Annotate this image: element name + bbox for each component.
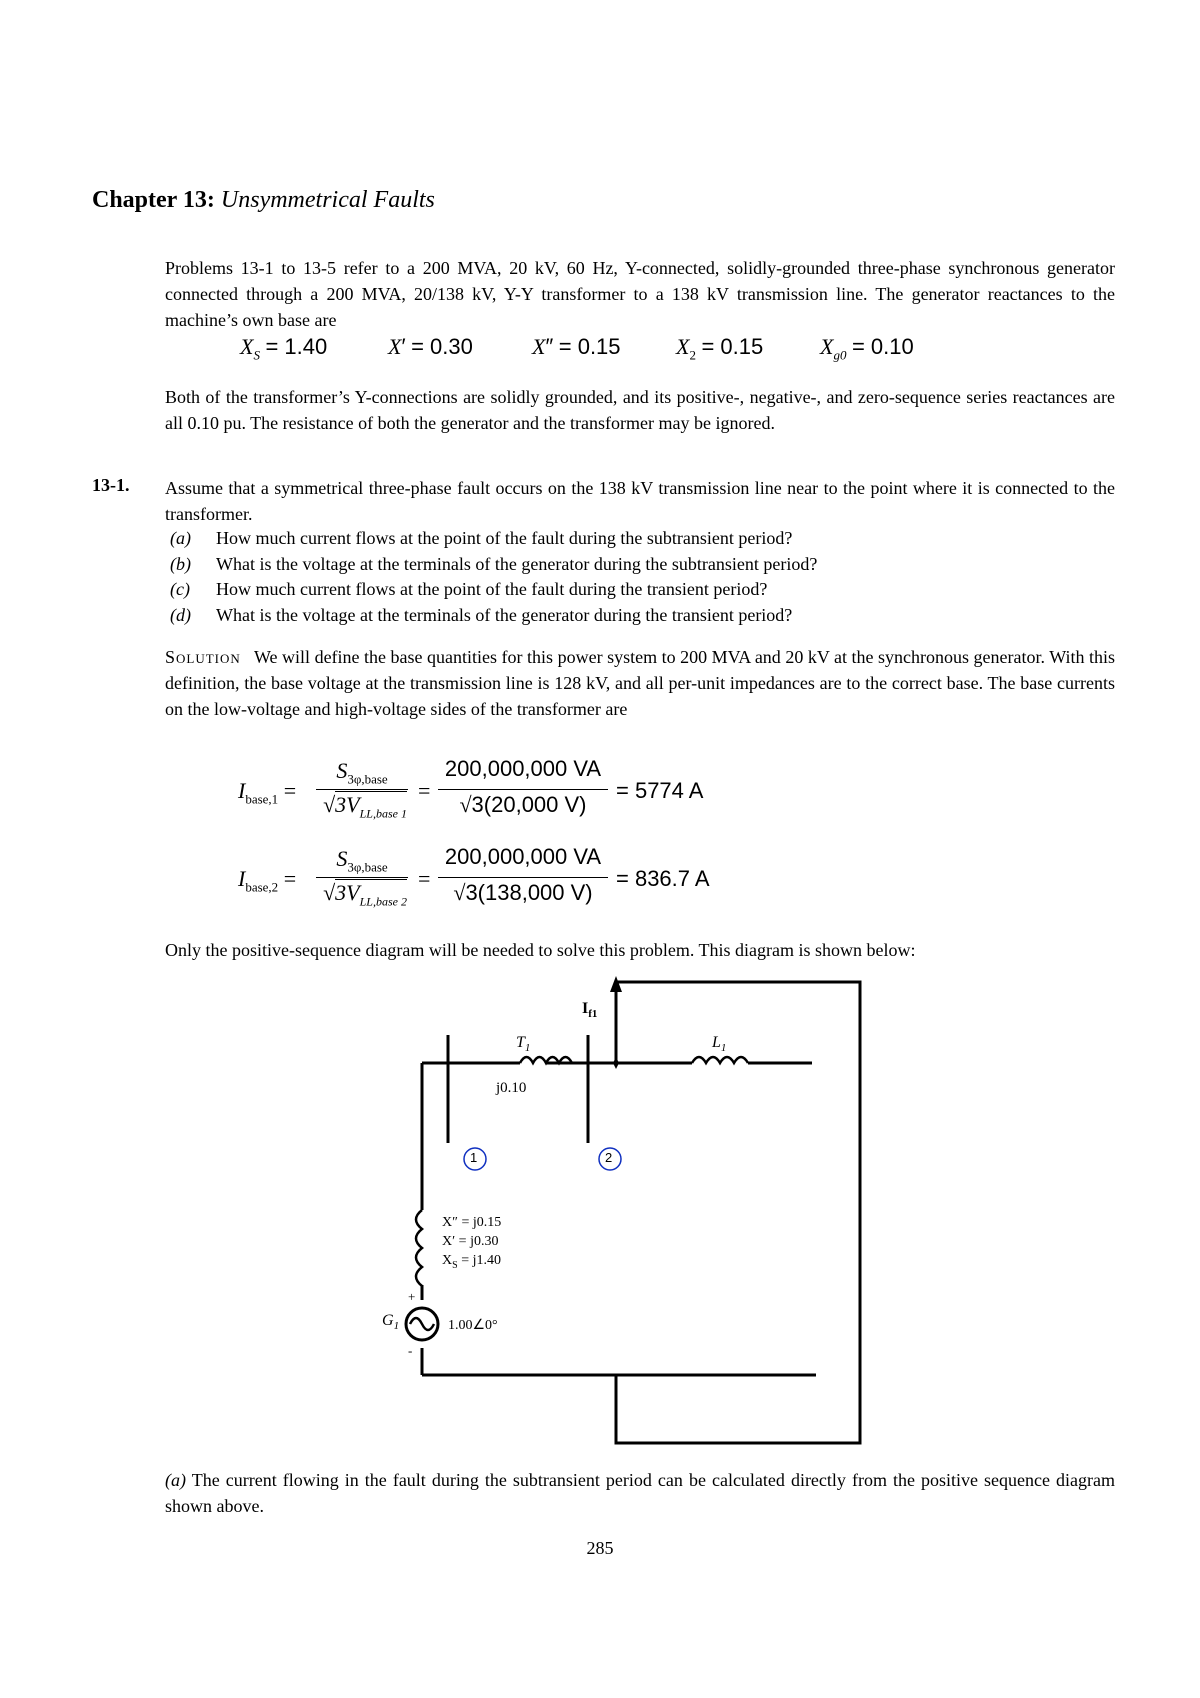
intro-paragraph-1: Problems 13-1 to 13-5 refer to a 200 MVA, 20 kV, 60 Hz, Y-connected, solidly-grounded three-phase synchronous generator connected through a 200 MVA, 20/138 kV, Y-Y transformer to a 138 kV transmission line. The generator reactances to the machine’s own base are xyxy=(165,258,1115,330)
generator-plus: + xyxy=(408,1289,416,1304)
generator-reactances xyxy=(442,1213,501,1275)
bus-2-label: 2 xyxy=(605,1150,613,1165)
reactance-x-prime: X′ = 0.30 xyxy=(388,334,473,359)
line-label: $L_1$ xyxy=(712,1034,727,1055)
page-number: 285 xyxy=(586,1538,614,1558)
fault-junction-icon xyxy=(613,1057,619,1069)
generator-voltage: 1.00∠0° xyxy=(448,1318,498,1333)
part-a-text: The current flowing in the fault during the subtransient period can be calculated directly from the positive sequence diagram shown above. xyxy=(165,1470,1115,1516)
gen-x-double-prime: X″ = j0.15 xyxy=(442,1215,502,1230)
transformer-label: $T_1$ xyxy=(516,1034,531,1055)
generator-minus: - xyxy=(408,1343,413,1358)
fault-current-arrowhead-icon xyxy=(610,976,622,992)
solution-text: We will define the base quantities for this power system to 200 MVA and 20 kV at the synchronous generator. With this definition, the base voltage at the transmission line is 128 kV, and all per-unit impedances are to the correct base. The base currents on the low-voltage and high-voltage sides of the transformer are xyxy=(165,647,1115,719)
problem-part-a: (a) How much current flows at the point of the fault during the subtransient period? xyxy=(170,528,793,548)
reactance-x2: $X_2 = 0.15$ xyxy=(676,334,764,363)
equation-base-current-1: $I_{base,1}$ = $S_{3\varphi,base}$ $√3V_{LL,base 1}$ = 200,000,000 VA √3(20,000 V) = 5774 A xyxy=(238,756,704,821)
generator-label: $G_1$ xyxy=(382,1312,400,1333)
bus-1-label: 1 xyxy=(470,1150,478,1165)
intro-paragraph-2: Both of the transformer’s Y-connections are solidly grounded, and its positive-, negative-, and zero-sequence series reactances are all 0.10 pu. The resistance of both the generator and the transformer may be ignored. xyxy=(165,387,1115,433)
solution-heading: Solution xyxy=(165,647,241,667)
chapter-colon: : xyxy=(206,187,215,213)
equation-base-current-2: $I_{base,2}$ = $S_{3\varphi,base}$ $√3V_{LL,base 2}$ = 200,000,000 VA √3(138,000 V) = 836.7 A xyxy=(238,844,710,909)
transformer-reactance: j0.10 xyxy=(496,1080,527,1096)
problem-number: 13-1. xyxy=(92,475,130,495)
gen-xs: $X_S = j1.40$ xyxy=(442,1253,501,1271)
fault-current-label: $I_{f1}$ xyxy=(582,1000,598,1021)
generator-inductor-icon xyxy=(416,1210,422,1286)
chapter-title: Unsymmetrical Faults xyxy=(220,187,435,213)
part-a-label: (a) xyxy=(165,1470,186,1490)
problem-statement: Assume that a symmetrical three-phase fault occurs on the 138 kV transmission line near to the point where it is connected to the transformer. xyxy=(165,478,1115,524)
problem-part-c: (c) How much current flows at the point of the fault during the transient period? xyxy=(170,579,768,599)
diagram-intro: Only the positive-sequence diagram will be needed to solve this problem. This diagram is shown below: xyxy=(165,940,916,960)
reactance-xg0: $X_{g0} = 0.10$ xyxy=(820,334,914,363)
chapter-label: Chapter 13 xyxy=(92,187,207,213)
problem-part-d: (d) What is the voltage at the terminals of the generator during the transient period? xyxy=(170,604,793,625)
gen-x-prime: X′ = j0.30 xyxy=(442,1234,499,1249)
part-a-paragraph xyxy=(165,1467,1115,1519)
line-inductor-icon xyxy=(692,1057,748,1063)
problem-part-b: (b) What is the voltage at the terminals of the generator during the subtransient period? xyxy=(170,553,818,574)
reactance-xs: $X_S = 1.40$ xyxy=(240,334,328,363)
reactance-x-double-prime: X″ = 0.15 xyxy=(532,334,621,359)
